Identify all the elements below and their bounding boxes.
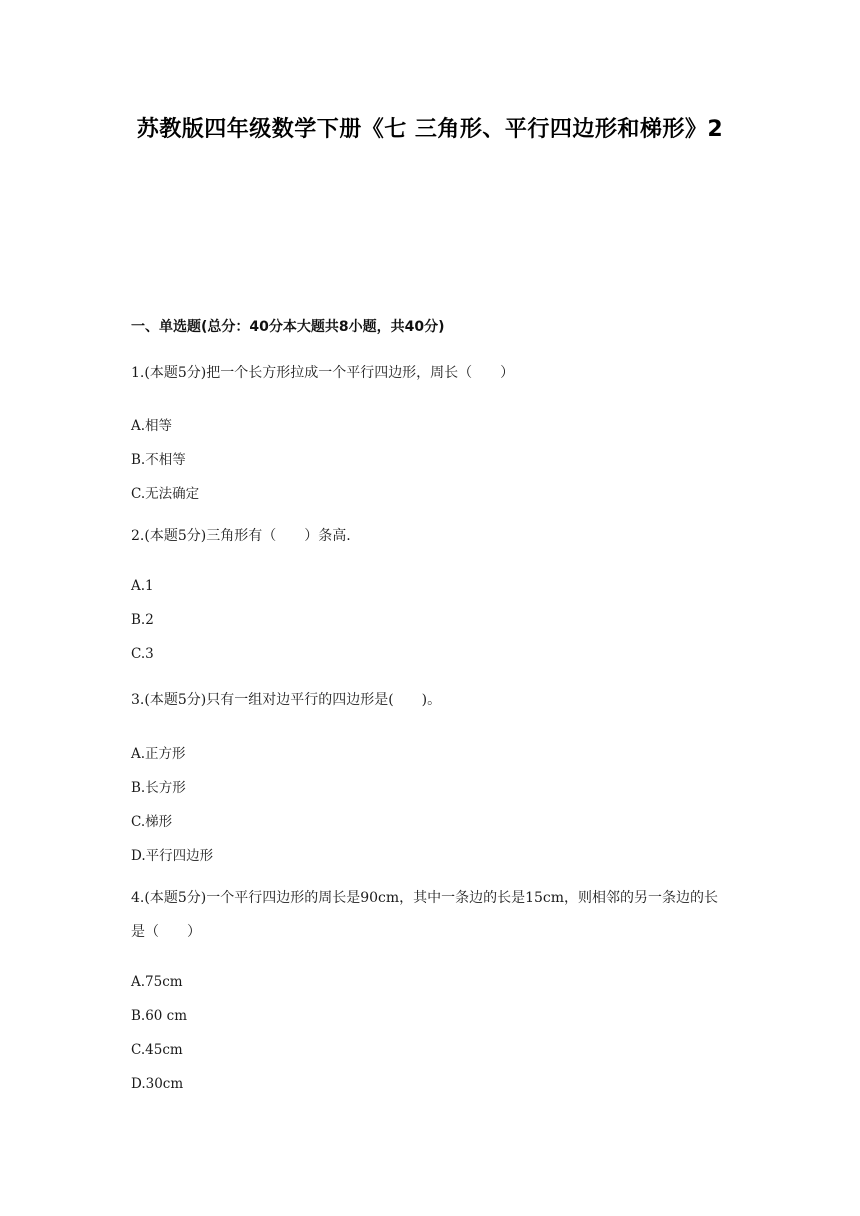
question-3-stem: 3.(本题5分)只有一组对边平行的四边形是( )。 [131, 692, 442, 708]
question-3-option-d[interactable]: D.平行四边形 [131, 848, 214, 864]
question-4-option-d[interactable]: D.30cm [131, 1076, 184, 1092]
section-heading: 一、单选题(总分：40分本大题共8小题，共40分) [131, 319, 445, 335]
question-4-option-c[interactable]: C.45cm [131, 1042, 183, 1058]
question-1-option-c[interactable]: C.无法确定 [131, 486, 200, 502]
document-title: 苏教版四年级数学下册《七 三角形、平行四边形和梯形》2 [136, 117, 724, 142]
question-3-option-c[interactable]: C.梯形 [131, 814, 173, 830]
question-3-option-b[interactable]: B.长方形 [131, 780, 186, 796]
question-4-stem: 4.(本题5分)一个平行四边形的周长是90cm，其中一条边的长是15cm，则相邻的另一条边的长是（ ） [131, 890, 719, 940]
question-2-option-c[interactable]: C.3 [131, 646, 154, 662]
question-2-option-b[interactable]: B.2 [131, 612, 154, 628]
question-4-option-b[interactable]: B.60 cm [131, 1008, 188, 1024]
question-2-stem: 2.(本题5分)三角形有（ ）条高. [131, 528, 351, 544]
question-1-option-b[interactable]: B.不相等 [131, 452, 186, 468]
question-2-option-a[interactable]: A.1 [131, 578, 154, 594]
question-1-stem: 1.(本题5分)把一个长方形拉成一个平行四边形，周长（ ） [131, 365, 515, 381]
question-3-option-a[interactable]: A.正方形 [131, 746, 186, 762]
question-1-option-a[interactable]: A.相等 [131, 418, 173, 434]
question-4-option-a[interactable]: A.75cm [131, 974, 183, 990]
